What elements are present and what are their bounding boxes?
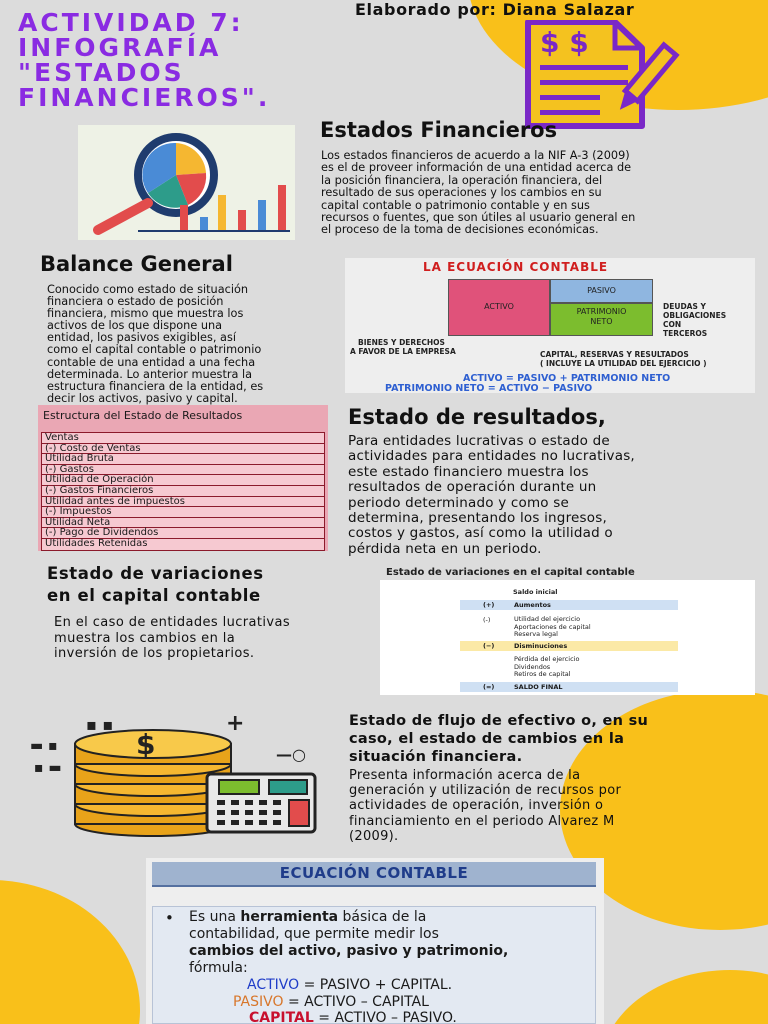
capital-line: ( INCLUYE LA UTILIDAD DEL EJERCICIO ) <box>540 359 707 368</box>
estados-line: capital contable o patrimonio contable y en sus <box>321 198 590 212</box>
slide-line-1 <box>189 909 426 925</box>
svg-text:—○: —○ <box>276 745 306 764</box>
author-credit: Elaborado por: Diana Salazar <box>355 0 635 19</box>
disminuciones-sign: (−) <box>483 642 495 650</box>
slide-line-4: fórmula: <box>189 960 248 976</box>
slide-formula-3 <box>249 1010 457 1024</box>
pasivo-label: PASIVO <box>587 286 616 295</box>
list-item: Reserva legal <box>514 630 558 639</box>
resultados-body <box>348 434 748 557</box>
slide-text: Es una <box>189 909 241 925</box>
balance-line: determinada. Lo anterior muestra la <box>47 367 253 381</box>
variaciones-line: En el caso de entidades lucrativas <box>54 615 291 630</box>
variaciones-heading <box>47 563 264 607</box>
resultados-line: costos y gastos, así como la utilidad o <box>348 525 613 542</box>
patrimonio-line: PATRIMONIO <box>576 307 627 316</box>
balance-line: contable de una entidad a una fecha <box>47 355 256 369</box>
formula-term: CAPITAL <box>249 1010 314 1024</box>
balance-line: estructura financiera de la entidad, es <box>47 379 264 393</box>
estados-line: es el de proveer información de una entidad acerca de <box>321 161 632 175</box>
table-row: Utilidad Bruta <box>42 454 324 465</box>
variaciones-line: inversión de los propietarios. <box>54 646 255 662</box>
title-line-2: INFOGRAFÍA <box>18 33 222 62</box>
table-row: (-) Pago de Dividendos <box>42 528 324 539</box>
resultados-line: pérdida neta en un periodo. <box>348 540 542 557</box>
estados-line: la posición financiera, la operación financiera, del <box>321 173 603 187</box>
slide-line-2: contabilidad, que permite medir los <box>189 926 439 942</box>
table-row: (-) Impuestos <box>42 507 324 518</box>
list-item: Retiros de capital <box>514 670 571 679</box>
variaciones-table <box>380 580 755 695</box>
flujo-line: generación y utilización de recursos por <box>349 783 622 799</box>
table-row: Utilidad de Operación <box>42 475 324 486</box>
title-line-1: ACTIVIDAD 7: <box>18 8 244 37</box>
list-item: Dividendos <box>514 662 551 671</box>
deudas-line: TERCEROS <box>663 329 708 338</box>
activo-label: ACTIVO <box>484 302 514 311</box>
resultados-heading: Estado de resultados, <box>348 405 606 429</box>
bullet: • <box>165 909 174 927</box>
calculator-icon <box>205 772 317 834</box>
formula-rest: = ACTIVO – CAPITAL <box>283 994 429 1010</box>
resultados-line: actividades para entidades no lucrativas, <box>348 448 635 465</box>
variaciones-body <box>54 615 364 662</box>
balance-heading: Balance General <box>40 252 233 276</box>
flujo-line: financiamiento en el periodo Alvarez M <box>349 813 615 829</box>
table-row: Utilidad antes de impuestos <box>42 497 324 508</box>
saldo-final: SALDO FINAL <box>514 683 563 691</box>
list-item: Pérdida del ejercicio <box>514 655 580 663</box>
saldo-inicial: Saldo inicial <box>513 588 558 596</box>
main-title <box>18 10 378 110</box>
svg-text:▬ ▪: ▬ ▪ <box>30 738 58 754</box>
balance-line: como el capital contable o patrimonio <box>47 343 262 357</box>
resultados-line: este estado financiero muestra los <box>348 463 589 480</box>
estados-line: recursos o fuentes, que son útiles al usuario general en <box>321 211 636 225</box>
balance-line: entidad, los pasivos exigibles, así <box>47 331 237 345</box>
capital-line: CAPITAL, RESERVAS Y RESULTADOS <box>540 350 689 359</box>
deudas-label <box>663 302 726 338</box>
variaciones-heading-line: Estado de variaciones <box>47 564 264 583</box>
variaciones-line: muestra los cambios en la <box>54 630 236 646</box>
balance-body <box>47 284 337 405</box>
estados-line: resultado de sus operaciones y los cambios en su <box>321 186 602 200</box>
svg-text:$ $: $ $ <box>540 26 589 59</box>
slide-formula-2 <box>233 994 429 1010</box>
table-row: (-) Costo de Ventas <box>42 444 324 455</box>
estados-body <box>321 150 741 237</box>
svg-text:+: + <box>226 712 245 736</box>
disminuciones-items <box>514 656 579 679</box>
bienes-line: A FAVOR DE LA EMPRESA <box>350 347 456 356</box>
ecuacion-banner-title: ECUACIÓN CONTABLE <box>279 864 469 882</box>
resultados-line: resultados de operación durante un <box>348 479 597 496</box>
balance-line: activos de los que dispone una <box>47 319 223 333</box>
slide-text-bold: herramienta <box>240 909 339 925</box>
ecuacion-slide <box>146 858 604 1024</box>
flujo-heading-line: caso, el estado de cambios en la <box>349 731 625 747</box>
balance-line: financiera o estado de posición <box>47 295 224 309</box>
flujo-line: (2009). <box>349 828 399 844</box>
estructura-table <box>38 405 328 551</box>
resultados-line: Para entidades lucrativas o estado de <box>348 433 610 449</box>
final-sign: (=) <box>483 683 495 691</box>
estados-line: el proceso de la toma de decisiones económicas. <box>321 223 599 237</box>
document-dollar-icon <box>520 20 705 130</box>
yellow-blob-bottom-left <box>0 880 140 1024</box>
ecuacion-slide-body <box>152 906 596 1024</box>
yellow-blob-bottom-right <box>600 970 768 1024</box>
estados-line: Los estados financieros de acuerdo a la NIF A-3 (2009) <box>321 149 630 162</box>
estructura-rows <box>41 432 325 551</box>
minus-sign: (-) <box>483 616 491 624</box>
flujo-heading-line: situación financiera. <box>349 749 523 765</box>
svg-text:▪ ▬: ▪ ▬ <box>34 760 62 776</box>
formula-1: ACTIVO = PASIVO + PATRIMONIO NETO <box>463 373 671 384</box>
table-row: Ventas <box>42 433 324 444</box>
slide-line-3: cambios del activo, pasivo y patrimonio, <box>189 943 509 959</box>
flujo-line: Presenta información acerca de la <box>349 768 581 783</box>
table-row: (-) Gastos Financieros <box>42 486 324 497</box>
slide-formula-1 <box>247 977 452 993</box>
ecuacion-diagram-title: LA ECUACIÓN CONTABLE <box>423 260 609 274</box>
balance-line: decir los activos, pasivo y capital. <box>47 391 238 405</box>
bienes-line: BIENES Y DERECHOS <box>358 338 445 347</box>
flujo-heading <box>349 712 648 766</box>
estados-heading: Estados Financieros <box>320 118 558 142</box>
table-row: Utilidad Neta <box>42 518 324 529</box>
deudas-line: OBLIGACIONES <box>663 311 727 320</box>
formula-term: ACTIVO <box>247 977 300 993</box>
flujo-heading-line: Estado de flujo de efectivo o, en su <box>349 713 649 729</box>
svg-text:$: $ <box>136 728 156 761</box>
title-line-4: FINANCIEROS". <box>18 83 271 112</box>
variaciones-table-title: Estado de variaciones en el capital contable <box>386 567 635 578</box>
variaciones-heading-line: en el capital contable <box>47 586 261 605</box>
svg-text:▪ ▪: ▪ ▪ <box>86 715 114 734</box>
formula-rest: = PASIVO + CAPITAL. <box>299 977 453 993</box>
magnifier-chart-icon <box>78 125 295 240</box>
formula-2: PATRIMONIO NETO = ACTIVO − PASIVO <box>385 383 593 394</box>
ecuacion-contable-diagram <box>345 258 755 393</box>
table-row: Utilidades Retenidas <box>45 537 148 549</box>
formula-rest: = ACTIVO – PASIVO. <box>313 1010 457 1024</box>
patrimonio-label <box>550 307 653 327</box>
resultados-line: periodo determinado y como se <box>348 494 569 511</box>
title-line-3: "ESTADOS <box>18 58 185 87</box>
bienes-label <box>350 338 456 356</box>
list-item: Utilidad del ejercicio <box>514 615 581 623</box>
deudas-line: DEUDAS Y <box>663 302 706 311</box>
aumentos-sign: (+) <box>483 601 495 609</box>
slide-text: básica de la <box>338 909 427 925</box>
flujo-body <box>349 768 749 844</box>
formula-term: PASIVO <box>233 994 284 1010</box>
patrimonio-line: NETO <box>590 317 613 326</box>
balance-line: Conocido como estado de situación <box>47 283 249 296</box>
flujo-line: actividades de operación, inversión o <box>349 798 604 814</box>
deudas-line: CON <box>663 320 682 329</box>
resultados-line: determina, presentando los ingresos, <box>348 510 607 527</box>
table-row: (-) Gastos <box>42 465 324 476</box>
disminuciones-label: Disminuciones <box>514 642 568 650</box>
list-item: Aportaciones de capital <box>514 622 591 631</box>
balance-line: financiera, mismo que muestra los <box>47 307 244 321</box>
estructura-title: Estructura del Estado de Resultados <box>43 409 243 422</box>
capital-label <box>540 350 707 368</box>
aumentos-label: Aumentos <box>514 601 551 609</box>
aumentos-items <box>514 616 591 639</box>
